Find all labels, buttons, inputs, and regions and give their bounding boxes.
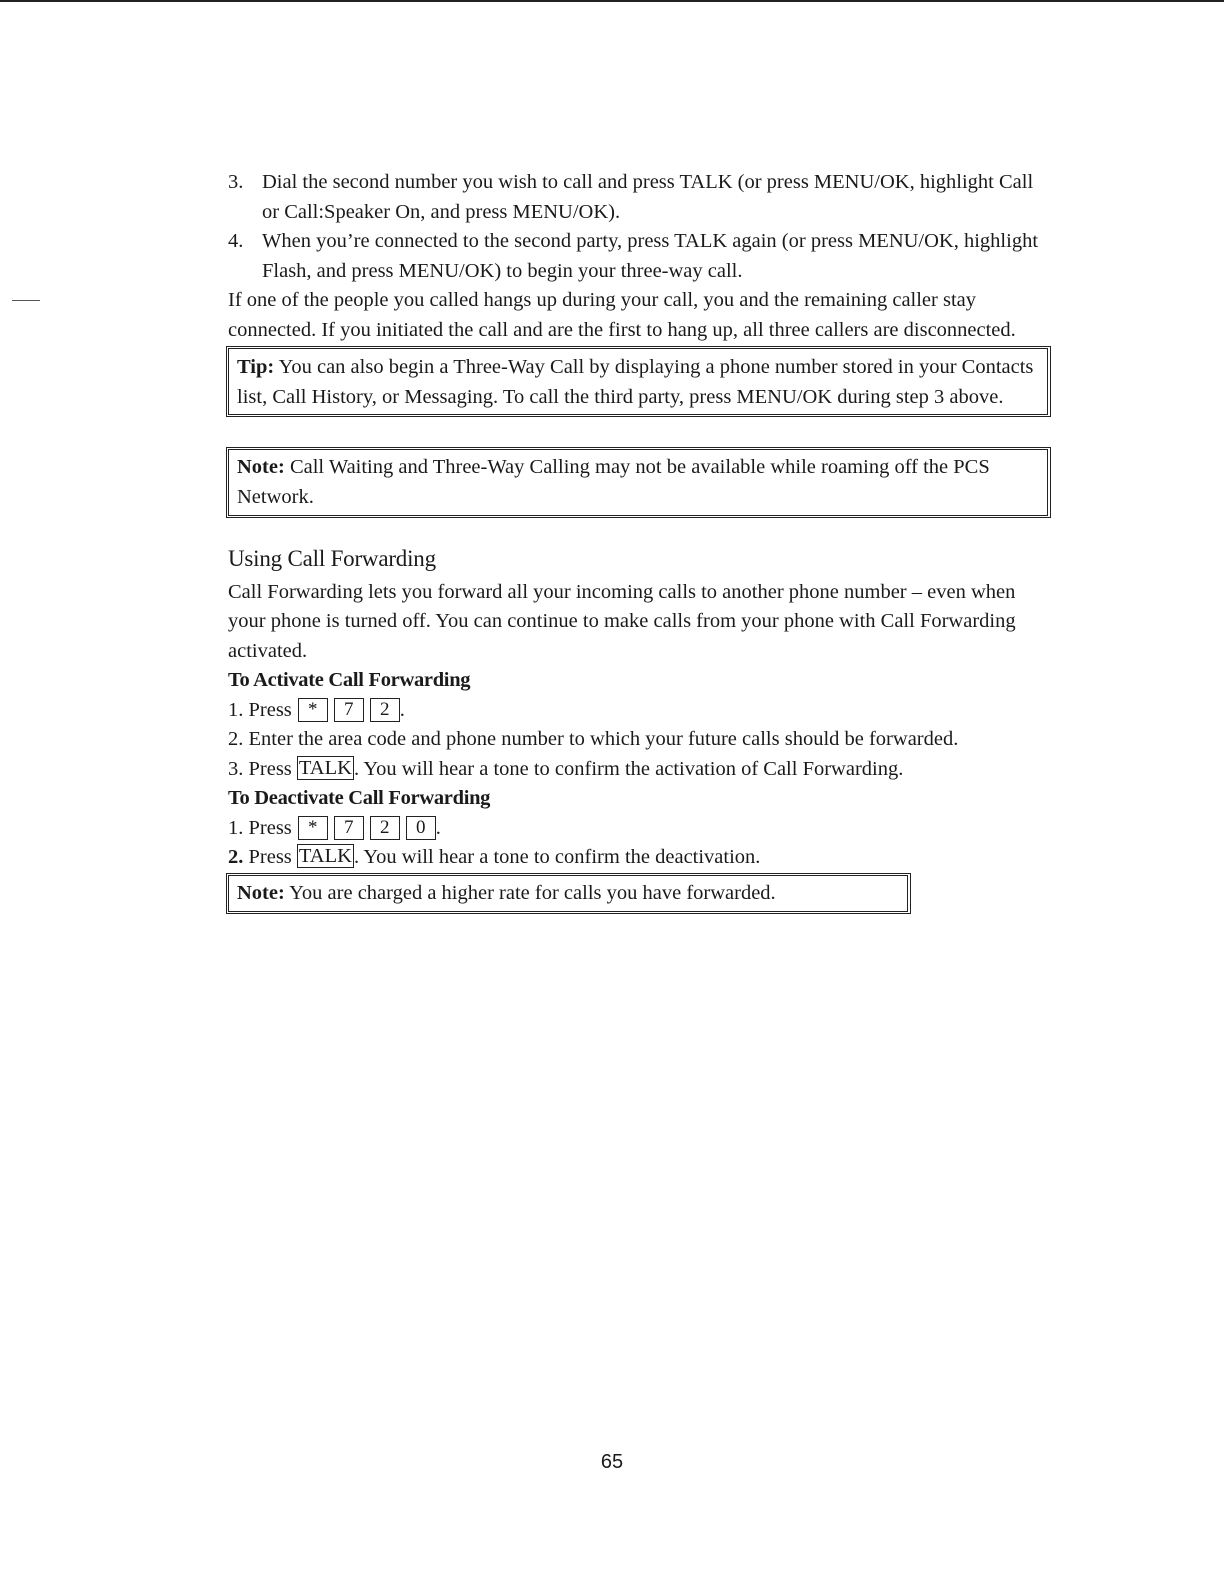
deactivate-step-2 [228, 843, 1048, 873]
key-7: 7 [334, 698, 364, 722]
tip-label: Tip: [237, 356, 275, 378]
note-text: You are charged a higher rate for calls you have forwarded. [284, 881, 776, 904]
note-text: Call Waiting and Three-Way Calling may not be available while roaming off the PCS Network. [237, 456, 990, 508]
step-suffix: . You will hear a tone to confirm the deactivation. [353, 846, 761, 868]
step-suffix: . [399, 698, 405, 721]
step-prefix: 1. Press [228, 698, 292, 721]
step-prefix: Press [243, 846, 297, 868]
top-rule [0, 0, 1224, 2]
step-number: 2. [228, 846, 244, 868]
step-prefix: 1. Press [228, 816, 292, 839]
section-intro: Call Forwarding lets you forward all your incoming calls to another phone number – even when your phone is turned off. You can continue to make calls from your phone with Call Forwarding activated. [228, 580, 1016, 662]
note-label: Note: [237, 881, 285, 904]
page-content [228, 168, 1048, 914]
step-text: Dial the second number you wish to call and press TALK (or press MENU/OK, highlight Call or Call:Speaker On, and press MENU/OK). [262, 171, 1034, 223]
key-talk: TALK [298, 845, 352, 867]
margin-mark [12, 300, 40, 301]
key-2: 2 [370, 698, 400, 722]
step-text: When you’re connected to the second party, press TALK again (or press MENU/OK, highlight Flash, and press MENU/OK) to begin your three-way call. [262, 230, 1039, 282]
deactivate-heading: To Deactivate Call Forwarding [228, 787, 491, 809]
tip-text: You can also begin a Three-Way Call by displaying a phone number stored in your Contacts list, Call History, or Messaging. To call the third party, press MENU/OK during step 3 above. [237, 356, 1034, 408]
step-suffix: . You will hear a tone to confirm the activation of Call Forwarding. [353, 757, 904, 780]
tip-box [226, 346, 1051, 417]
note-label: Note: [237, 456, 285, 478]
step-number: 4. [228, 230, 244, 252]
key-star: * [298, 816, 328, 840]
page-number: 65 [600, 1451, 624, 1473]
list-item [228, 168, 1048, 227]
activate-step-2: 2. Enter the area code and phone number to which your future calls should be forwarded. [228, 728, 959, 750]
activate-heading: To Activate Call Forwarding [228, 669, 471, 691]
key-7: 7 [334, 816, 364, 840]
key-star: * [298, 698, 328, 722]
note-box-roaming [226, 447, 1051, 518]
step-suffix: . [435, 816, 441, 839]
note-box-rate [226, 873, 911, 915]
list-item [228, 227, 1048, 286]
step-prefix: 3. Press [228, 757, 297, 780]
activate-step-3 [228, 755, 1048, 785]
section-heading: Using Call Forwarding [228, 546, 436, 571]
hangup-paragraph: If one of the people you called hangs up during your call, you and the remaining caller stay connected. If you initiated the call and are the first to hang up, all three callers are disconnected. [228, 289, 1016, 341]
deactivate-step-1 [228, 814, 1048, 844]
step-number: 3. [228, 171, 244, 193]
activate-step-1 [228, 696, 1048, 726]
key-2: 2 [370, 816, 400, 840]
key-talk: TALK [298, 756, 352, 779]
key-0: 0 [406, 816, 436, 840]
